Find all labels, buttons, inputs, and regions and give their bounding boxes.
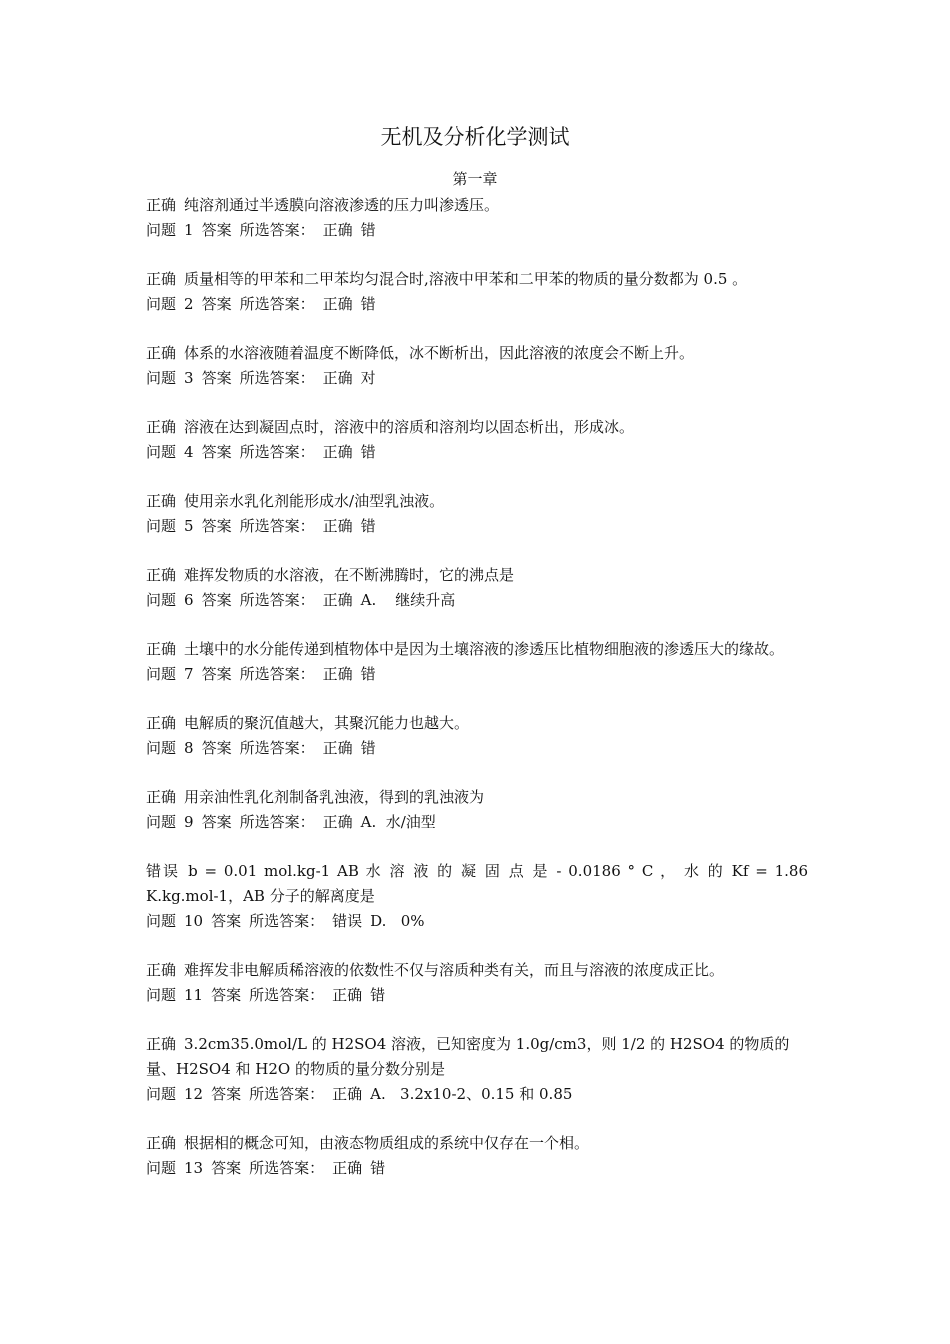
selected-answer: D. 0% <box>370 912 425 930</box>
question-item <box>146 563 808 613</box>
question-statement-line <box>146 711 808 736</box>
status-label: 正确 <box>146 196 177 214</box>
question-item <box>146 415 808 465</box>
selected-answer-label: 所选答案： <box>239 739 315 757</box>
status-label: 正确 <box>146 1134 177 1152</box>
status-label: 正确 <box>146 788 177 806</box>
question-label: 问题 <box>146 295 177 313</box>
question-text-continued: K.kg.mol-1，AB 分子的解离度是 <box>146 887 375 905</box>
selected-answer: 错 <box>360 295 376 313</box>
answer-label: 答案 <box>201 739 232 757</box>
question-item <box>146 711 808 761</box>
answer-label: 答案 <box>211 912 242 930</box>
result-label: 错误 <box>332 912 363 930</box>
selected-answer: 错 <box>360 221 376 239</box>
result-label: 正确 <box>322 221 353 239</box>
answer-label: 答案 <box>201 813 232 831</box>
question-item <box>146 341 808 391</box>
status-label: 正确 <box>146 270 177 288</box>
answer-label: 答案 <box>201 443 232 461</box>
status-label: 正确 <box>146 418 177 436</box>
selected-answer: A. 继续升高 <box>360 591 456 609</box>
question-label: 问题 <box>146 517 177 535</box>
answer-label: 答案 <box>201 665 232 683</box>
status-label: 正确 <box>146 566 177 584</box>
question-item <box>146 193 808 243</box>
selected-answer-label: 所选答案： <box>239 443 315 461</box>
result-label: 正确 <box>322 591 353 609</box>
answer-line <box>146 983 808 1008</box>
question-label: 问题 <box>146 1159 177 1177</box>
question-text: b = 0.01 mol.kg-1 AB 水 溶 液 的 凝 固 点 是 - 0.0186 ° C ， 水 的 Kf = 1.86 <box>188 862 808 880</box>
answer-label: 答案 <box>211 986 242 1004</box>
question-text: 体系的水溶液随着温度不断降低，冰不断析出，因此溶液的浓度会不断上升。 <box>184 344 695 362</box>
question-text: 质量相等的甲苯和二甲苯均匀混合时,溶液中甲苯和二甲苯的物质的量分数都为 0.5 。 <box>184 270 748 288</box>
answer-line <box>146 218 808 243</box>
question-number: 13 <box>184 1159 204 1177</box>
question-list <box>146 193 808 1205</box>
question-statement-line <box>146 267 808 292</box>
question-statement-line <box>146 1032 808 1082</box>
status-label: 正确 <box>146 961 177 979</box>
question-text: 溶液在达到凝固点时，溶液中的溶质和溶剂均以固态析出，形成冰。 <box>184 418 635 436</box>
answer-label: 答案 <box>201 369 232 387</box>
question-text: 3.2cm35.0mol/L 的 H2SO4 溶液，已知密度为 1.0g/cm3，则 1/2 的 H2SO4 的物质的量、H2SO4 和 H2O 的物质的量分数分别是 <box>146 1035 790 1078</box>
selected-answer: 错 <box>360 739 376 757</box>
question-statement-line <box>146 785 808 810</box>
answer-line <box>146 1082 808 1107</box>
selected-answer: 错 <box>370 986 386 1004</box>
status-label: 正确 <box>146 714 177 732</box>
answer-line <box>146 1156 808 1181</box>
question-label: 问题 <box>146 1085 177 1103</box>
question-text: 用亲油性乳化剂制备乳浊液，得到的乳浊液为 <box>184 788 485 806</box>
question-statement-line <box>146 637 808 662</box>
question-item <box>146 1032 808 1107</box>
status-label: 正确 <box>146 1035 177 1053</box>
question-statement-line <box>146 341 808 366</box>
question-text: 难挥发非电解质稀溶液的依数性不仅与溶质种类有关，而且与溶液的浓度成正比。 <box>184 961 725 979</box>
status-label: 正确 <box>146 344 177 362</box>
answer-line <box>146 514 808 539</box>
question-statement-line <box>146 193 808 218</box>
result-label: 正确 <box>322 665 353 683</box>
answer-line <box>146 366 808 391</box>
selected-answer-label: 所选答案： <box>239 813 315 831</box>
question-label: 问题 <box>146 739 177 757</box>
answer-label: 答案 <box>211 1085 242 1103</box>
selected-answer-label: 所选答案： <box>239 665 315 683</box>
result-label: 正确 <box>322 369 353 387</box>
question-text: 根据相的概念可知，由液态物质组成的系统中仅存在一个相。 <box>184 1134 590 1152</box>
answer-label: 答案 <box>201 295 232 313</box>
selected-answer-label: 所选答案： <box>239 591 315 609</box>
selected-answer: 错 <box>360 665 376 683</box>
question-number: 5 <box>184 517 194 535</box>
answer-line <box>146 440 808 465</box>
result-label: 正确 <box>332 1159 363 1177</box>
answer-line <box>146 662 808 687</box>
status-label: 正确 <box>146 640 177 658</box>
selected-answer-label: 所选答案： <box>249 1085 325 1103</box>
selected-answer-label: 所选答案： <box>239 221 315 239</box>
selected-answer: 错 <box>370 1159 386 1177</box>
result-label: 正确 <box>332 986 363 1004</box>
question-label: 问题 <box>146 986 177 1004</box>
question-text: 使用亲水乳化剂能形成水/油型乳浊液。 <box>184 492 445 510</box>
question-statement-line <box>146 489 808 514</box>
question-number: 8 <box>184 739 194 757</box>
question-text: 电解质的聚沉值越大，其聚沉能力也越大。 <box>184 714 470 732</box>
answer-line <box>146 810 808 835</box>
question-number: 2 <box>184 295 194 313</box>
question-label: 问题 <box>146 813 177 831</box>
selected-answer: 对 <box>360 369 376 387</box>
question-item <box>146 637 808 687</box>
result-label: 正确 <box>322 739 353 757</box>
selected-answer: A. 3.2x10-2、0.15 和 0.85 <box>370 1085 573 1103</box>
question-number: 4 <box>184 443 194 461</box>
question-number: 1 <box>184 221 194 239</box>
selected-answer-label: 所选答案： <box>249 1159 325 1177</box>
selected-answer: 错 <box>360 517 376 535</box>
question-number: 3 <box>184 369 194 387</box>
result-label: 正确 <box>322 443 353 461</box>
question-statement-line <box>146 859 808 884</box>
question-item <box>146 785 808 835</box>
page-title: 无机及分析化学测试 <box>380 125 570 149</box>
answer-line <box>146 292 808 317</box>
question-label: 问题 <box>146 221 177 239</box>
status-label: 错误 <box>146 862 181 880</box>
status-label: 正确 <box>146 492 177 510</box>
question-label: 问题 <box>146 369 177 387</box>
answer-label: 答案 <box>201 221 232 239</box>
question-statement-line <box>146 1131 808 1156</box>
question-statement-line <box>146 884 808 909</box>
selected-answer-label: 所选答案： <box>239 517 315 535</box>
question-text: 纯溶剂通过半透膜向溶液渗透的压力叫渗透压。 <box>184 196 500 214</box>
result-label: 正确 <box>322 295 353 313</box>
question-text: 难挥发物质的水溶液，在不断沸腾时，它的沸点是 <box>184 566 515 584</box>
answer-label: 答案 <box>211 1159 242 1177</box>
result-label: 正确 <box>322 517 353 535</box>
question-number: 10 <box>184 912 204 930</box>
result-label: 正确 <box>332 1085 363 1103</box>
question-item <box>146 958 808 1008</box>
question-item <box>146 267 808 317</box>
question-item <box>146 489 808 539</box>
question-item <box>146 859 808 934</box>
result-label: 正确 <box>322 813 353 831</box>
question-number: 11 <box>184 986 204 1004</box>
question-statement-line <box>146 415 808 440</box>
question-number: 6 <box>184 591 194 609</box>
question-statement-line <box>146 958 808 983</box>
question-item <box>146 1131 808 1181</box>
question-label: 问题 <box>146 665 177 683</box>
answer-label: 答案 <box>201 517 232 535</box>
question-label: 问题 <box>146 443 177 461</box>
selected-answer-label: 所选答案： <box>239 369 315 387</box>
question-text: 土壤中的水分能传递到植物体中是因为土壤溶液的渗透压比植物细胞液的渗透压大的缘故。 <box>184 640 785 658</box>
answer-line <box>146 588 808 613</box>
selected-answer: 错 <box>360 443 376 461</box>
answer-line <box>146 736 808 761</box>
answer-line <box>146 909 808 934</box>
selected-answer-label: 所选答案： <box>249 912 325 930</box>
selected-answer: A. 水/油型 <box>360 813 436 831</box>
question-number: 7 <box>184 665 194 683</box>
question-label: 问题 <box>146 591 177 609</box>
selected-answer-label: 所选答案： <box>239 295 315 313</box>
question-label: 问题 <box>146 912 177 930</box>
question-statement-line <box>146 563 808 588</box>
answer-label: 答案 <box>201 591 232 609</box>
selected-answer-label: 所选答案： <box>249 986 325 1004</box>
chapter-heading: 第一章 <box>452 170 498 188</box>
question-number: 9 <box>184 813 194 831</box>
question-number: 12 <box>184 1085 204 1103</box>
